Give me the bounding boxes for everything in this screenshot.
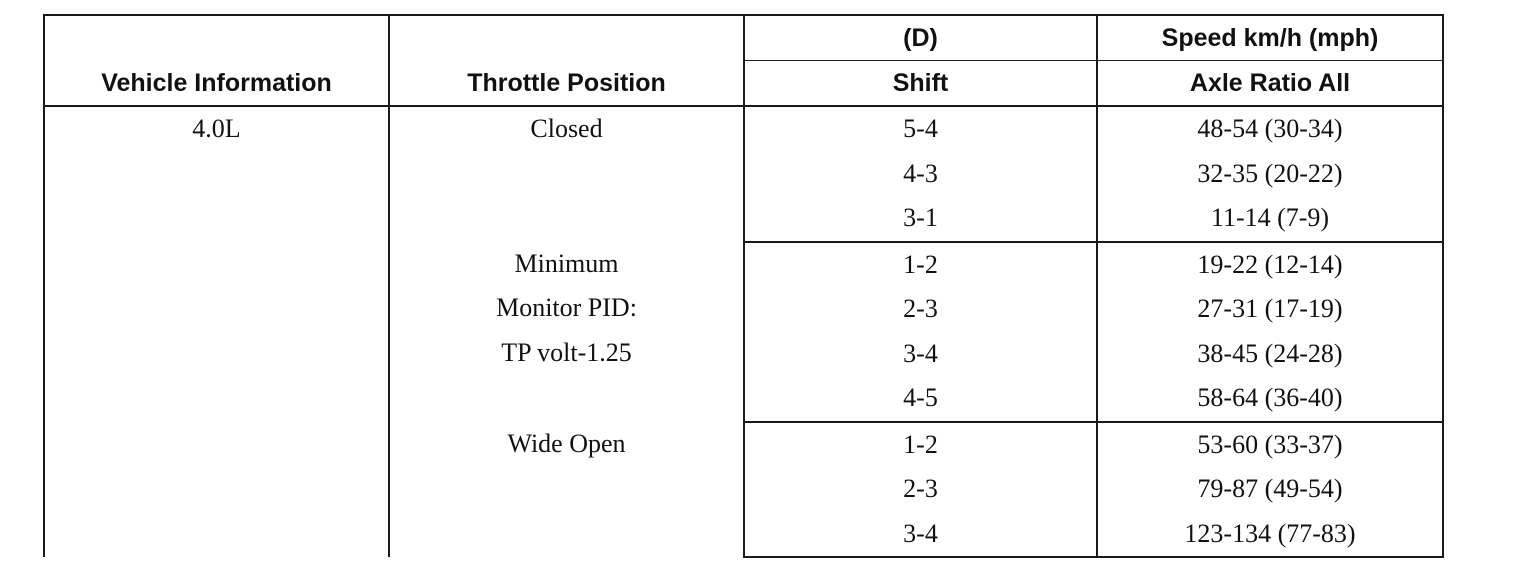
shift-cell: 2-3 [744, 287, 1097, 332]
speed-cell: 11-14 (7-9) [1097, 196, 1443, 242]
speed-cell: 79-87 (49-54) [1097, 467, 1443, 512]
vehicle-cell [44, 242, 389, 422]
shift-cell: 1-2 [744, 422, 1097, 468]
shift-speed-table [43, 14, 1444, 558]
header-axle-ratio: Axle Ratio All [1097, 61, 1443, 107]
speed-cell: 53-60 (33-37) [1097, 422, 1443, 468]
throttle-cell [389, 106, 744, 242]
header-vehicle-information: Vehicle Information [44, 15, 389, 106]
speed-cell: 19-22 (12-14) [1097, 242, 1443, 288]
vehicle-cell [44, 422, 389, 558]
shift-cell: 4-3 [744, 152, 1097, 197]
shift-cell: 5-4 [744, 106, 1097, 152]
speed-cell: 38-45 (24-28) [1097, 332, 1443, 377]
throttle-line: Closed [530, 114, 603, 143]
table-header [44, 15, 1443, 106]
throttle-cell [389, 242, 744, 422]
throttle-line: Monitor PID: [496, 293, 637, 322]
header-shift: Shift [744, 61, 1097, 107]
table-body [44, 106, 1443, 557]
speed-cell: 32-35 (20-22) [1097, 152, 1443, 197]
header-throttle-position: Throttle Position [389, 15, 744, 106]
throttle-line: Minimum [514, 248, 619, 278]
vehicle-text: 4.0L [192, 114, 241, 143]
shift-cell: 3-4 [744, 512, 1097, 558]
speed-cell: 27-31 (17-19) [1097, 287, 1443, 332]
vehicle-text [45, 242, 388, 287]
speed-cell: 48-54 (30-34) [1097, 106, 1443, 152]
table-row [44, 242, 1443, 288]
shift-cell: 3-4 [744, 332, 1097, 377]
speed-cell: 58-64 (36-40) [1097, 376, 1443, 422]
shift-cell: 3-1 [744, 196, 1097, 242]
throttle-cell [389, 422, 744, 558]
throttle-line: TP volt-1.25 [501, 337, 632, 367]
shift-cell: 1-2 [744, 242, 1097, 288]
shift-cell: 4-5 [744, 376, 1097, 422]
speed-cell: 123-134 (77-83) [1097, 512, 1443, 558]
throttle-line: Wide Open [507, 428, 626, 458]
vehicle-text [45, 422, 388, 467]
shift-cell: 2-3 [744, 467, 1097, 512]
header-d: (D) [744, 15, 1097, 61]
table-row [44, 422, 1443, 468]
header-speed: Speed km/h (mph) [1097, 15, 1443, 61]
table-row [44, 106, 1443, 152]
vehicle-cell [44, 106, 389, 242]
